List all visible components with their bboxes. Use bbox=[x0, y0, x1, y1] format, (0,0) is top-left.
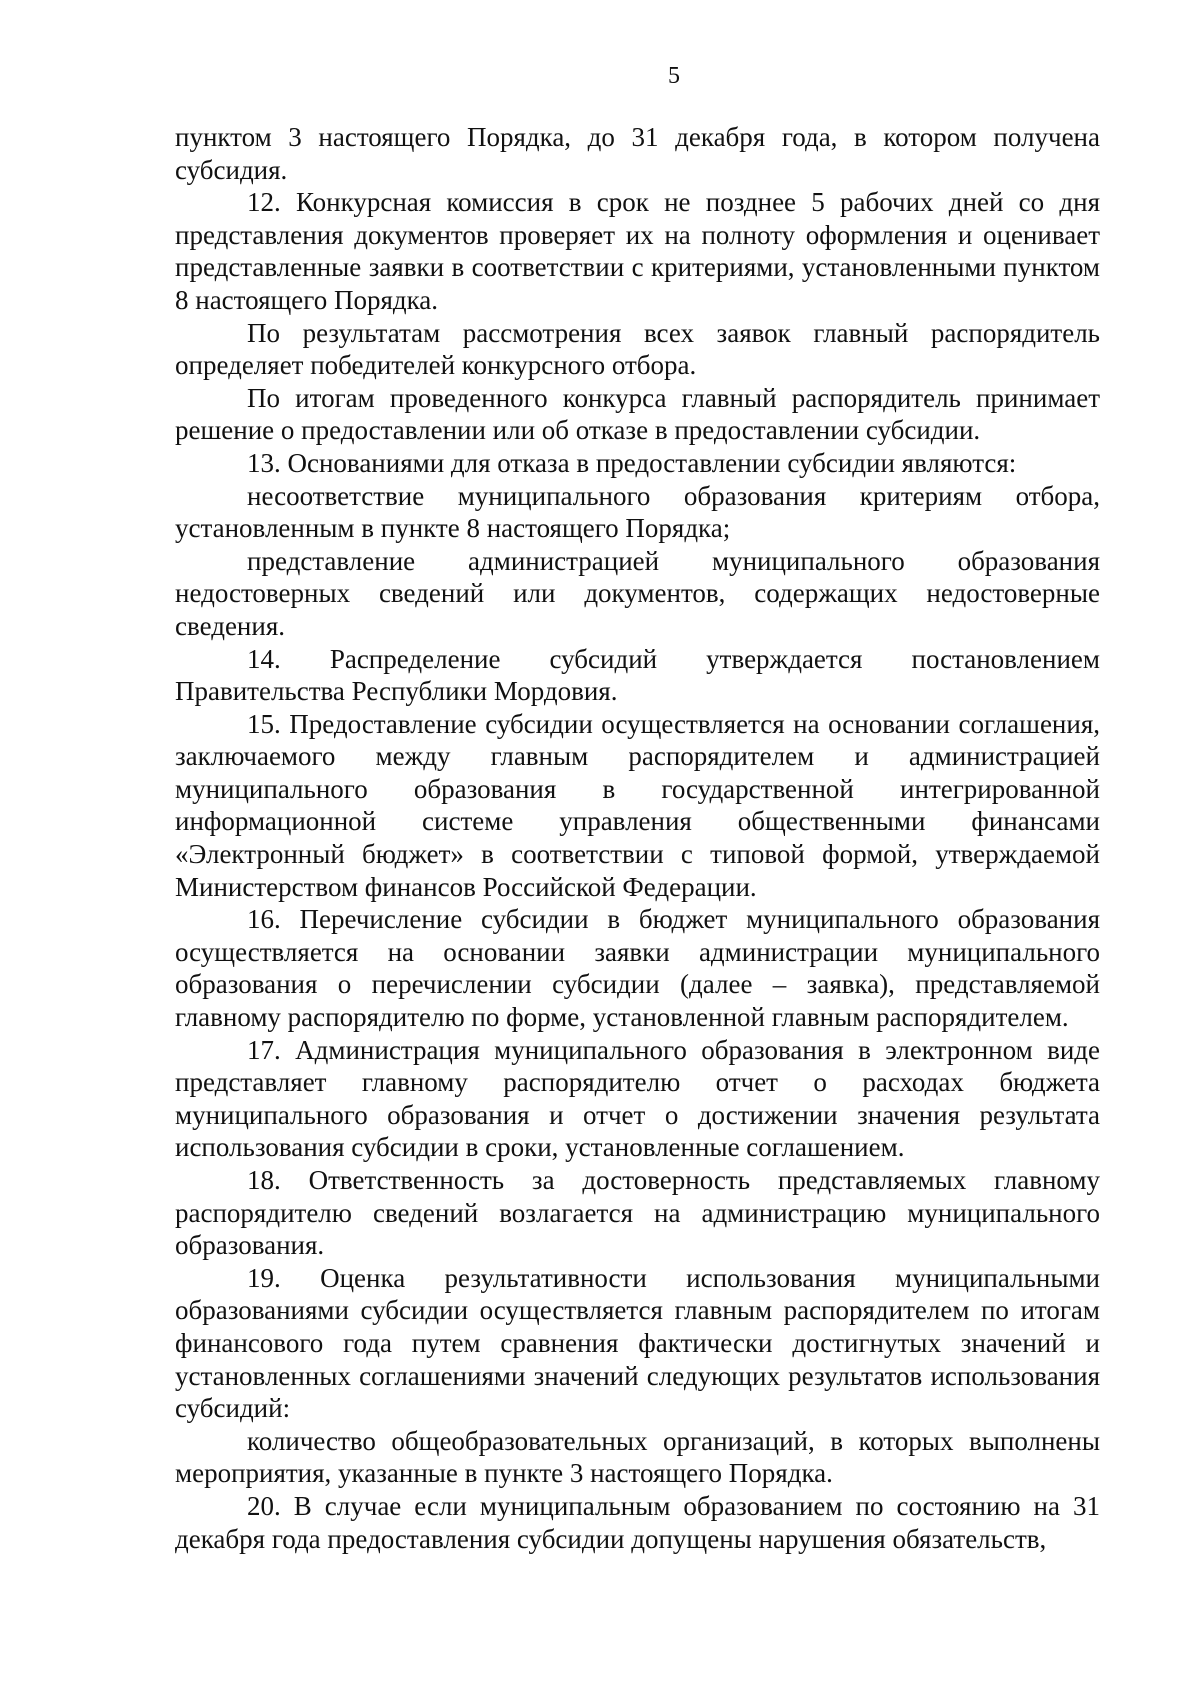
paragraph-continuation: пунктом 3 настоящего Порядка, до 31 декабря года, в котором получена субсидия. bbox=[175, 122, 1100, 185]
paragraph-19: 19. Оценка результативности использования муниципальными образованиями субсидии осуществляется главным распорядителем по итогам финансового года путем сравнения фактически достигнутых значений и установленных соглашениями значений следующих результатов использования субсидий: bbox=[175, 1262, 1100, 1424]
paragraph-16: 16. Перечисление субсидии в бюджет муниципального образования осуществляется на основании заявки администрации муниципального образования о перечислении субсидии (далее – заявка), представляемой главному распорядителю по форме, установленной главным распорядителем. bbox=[175, 904, 1100, 1033]
paragraph-15: 15. Предоставление субсидии осуществляется на основании соглашения, заключаемого между главным распорядителем и администрацией муниципального образования в государственной интегрированной информационной системе управления общественными финансами «Электронный бюджет» в соответствии с типовой формой, утверждаемой Министерством финансов Российской Федерации. bbox=[175, 708, 1100, 902]
paragraph-13-criteria: несоответствие муниципального образования критериям отбора, установленным в пункте 8 настоящего Порядка; bbox=[175, 480, 1100, 544]
paragraph-13-unreliable: представление администрацией муниципального образования недостоверных сведений или документов, содержащих недостоверные сведения. bbox=[175, 545, 1100, 641]
paragraph-13: 13. Основаниями для отказа в предоставлении субсидии являются: bbox=[247, 447, 1017, 478]
paragraph-12-results: По результатам рассмотрения всех заявок главный распорядитель определяет победителей конкурсного отбора. bbox=[175, 317, 1100, 381]
paragraph-12-decision: По итогам проведенного конкурса главный распорядитель принимает решение о предоставлении или об отказе в предоставлении субсидии. bbox=[175, 382, 1100, 446]
page-number: 5 bbox=[668, 63, 680, 89]
paragraph-17: 17. Администрация муниципального образования в электронном виде представляет главному распорядителю отчет о расходах бюджета муниципального образования и отчет о достижении значения результата использования субсидии в сроки, установленные соглашением. bbox=[175, 1034, 1100, 1163]
paragraph-18: 18. Ответственность за достоверность представляемых главному распорядителю сведений возлагается на администрацию муниципального образования. bbox=[175, 1165, 1100, 1261]
paragraph-20: 20. В случае если муниципальным образованием по состоянию на 31 декабря года предоставления субсидии допущены нарушения обязательств, bbox=[175, 1490, 1100, 1554]
paragraph-12: 12. Конкурсная комиссия в срок не позднее 5 рабочих дней со дня представления документов проверяет их на полноту оформления и оценивает представленные заявки в соответствии с критериями, установленными пунктом 8 настоящего Порядка. bbox=[175, 187, 1100, 315]
paragraph-14: 14. Распределение субсидий утверждается постановлением Правительства Республики Мордовия. bbox=[175, 643, 1100, 707]
document-body bbox=[175, 121, 1100, 1555]
paragraph-19-result: количество общеобразовательных организаций, в которых выполнены мероприятия, указанные в пункте 3 настоящего Порядка. bbox=[175, 1425, 1100, 1489]
